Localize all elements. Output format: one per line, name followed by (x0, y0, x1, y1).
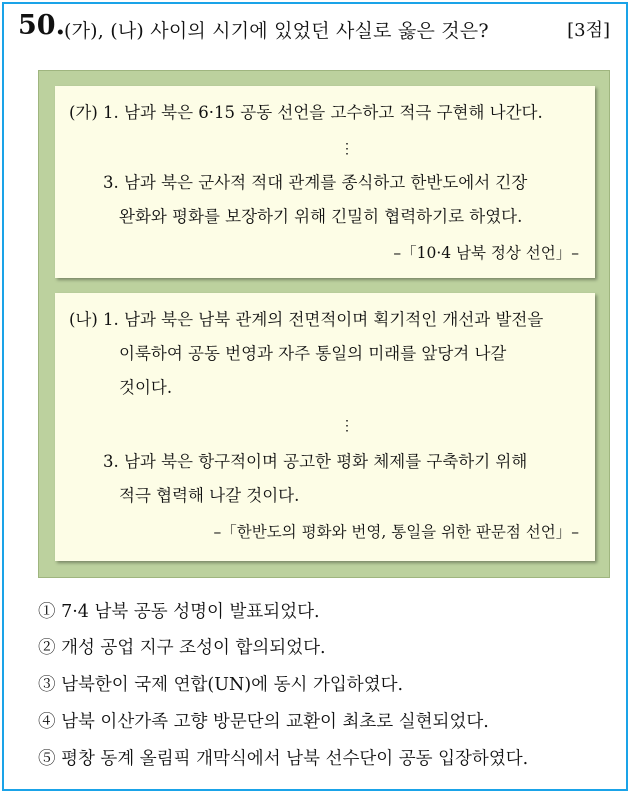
passage-na-ellipsis: ⋮ (340, 418, 354, 434)
choice-5[interactable]: ⑤ 평창 동계 올림픽 개막식에서 남북 선수단이 공동 입장하였다. (38, 749, 529, 769)
question-number: 50. (18, 10, 65, 41)
choice-4[interactable]: ④ 남북 이산가족 고향 방문단의 교환이 최초로 실현되었다. (38, 712, 489, 732)
passage-ga-ellipsis: ⋮ (340, 141, 354, 157)
question-text: (가), (나) 사이의 시기에 있었던 사실로 옳은 것은? (64, 20, 489, 42)
passage-na-line-1a: (나) 1. 남과 북은 남북 관계의 전면적이며 획기적인 개선과 발전을 (69, 310, 544, 329)
choice-3[interactable]: ③ 남북한이 국제 연합(UN)에 동시 가입하였다. (38, 675, 404, 695)
choice-2[interactable]: ② 개성 공업 지구 조성이 합의되었다. (38, 638, 326, 658)
choice-1[interactable]: ① 7·4 남북 공동 성명이 발표되었다. (38, 602, 320, 622)
passage-na-line-3b: 적극 협력해 나갈 것이다. (119, 486, 300, 505)
passage-ga-line-1: (가) 1. 남과 북은 6·15 공동 선언을 고수하고 적극 구현해 나간다. (69, 103, 543, 122)
question-points: [3점] (567, 20, 610, 41)
passage-na-line-3a: 3. 남과 북은 항구적이며 공고한 평화 체제를 구축하기 위해 (103, 452, 528, 471)
passage-ga (55, 86, 595, 278)
passage-na-source: –「한반도의 평화와 번영, 통일을 위한 판문점 선언」– (213, 523, 579, 541)
passage-ga-line-3b: 완화와 평화를 보장하기 위해 긴밀히 협력하기로 하였다. (119, 207, 523, 226)
passage-na-line-1b: 이룩하여 공동 번영과 자주 통일의 미래를 앞당겨 나갈 (119, 344, 507, 363)
passage-na (55, 293, 595, 561)
passage-na-line-1c: 것이다. (119, 378, 173, 397)
passage-ga-source: –「10·4 남북 정상 선언」– (393, 244, 579, 262)
passage-ga-line-3a: 3. 남과 북은 군사적 적대 관계를 종식하고 한반도에서 긴장 (103, 173, 528, 192)
question-header (14, 10, 614, 44)
